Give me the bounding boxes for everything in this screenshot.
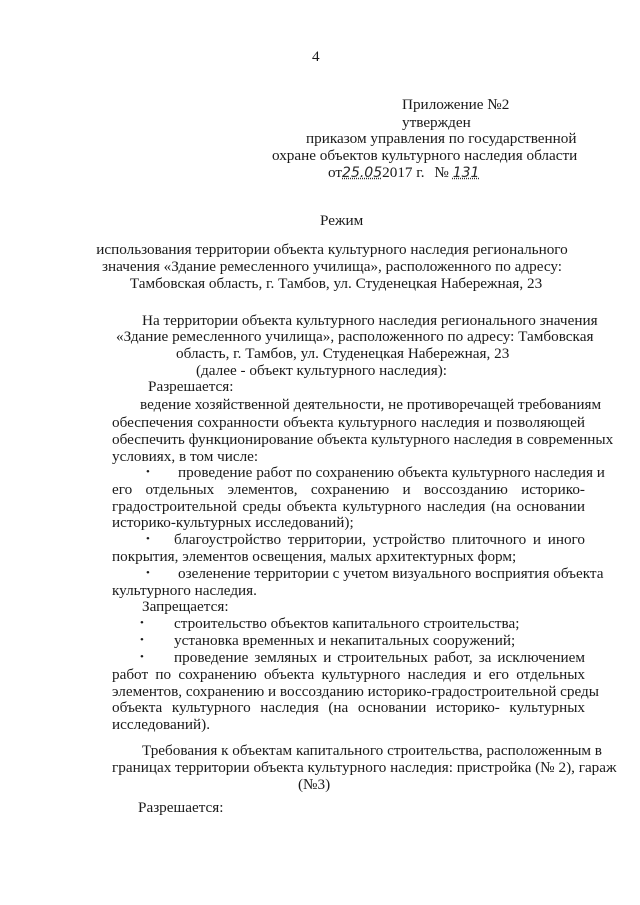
allowed-label-2: Разрешается:	[138, 799, 224, 816]
requirements-line-2: границах территории объекта культурного наследия: пристройка (№ 2), гараж	[112, 759, 617, 776]
allowed-text-3: обеспечить функционирование объекта культурного наследия в современных	[112, 431, 614, 448]
allowed-text-1: ведение хозяйственной деятельности, не противоречащей требованиям	[140, 396, 602, 413]
forbidden-item-3-line-4: объекта культурного наследия (на основании историко- культурных	[112, 699, 585, 716]
appendix-label: Приложение №2	[402, 96, 510, 113]
order-date-line	[328, 164, 479, 182]
allowed-item-2-line-1: благоустройство территории, устройство плиточного и иного	[174, 531, 585, 548]
allowed-label: Разрешается:	[148, 378, 234, 395]
intro-line-2: значения «Здание ремесленного училища», расположенного по адресу:	[101, 258, 563, 275]
allowed-item-1-line-2: его отдельных элементов, сохранению и воссозданию историко-	[112, 481, 585, 498]
bullet-icon: •	[146, 567, 150, 579]
allowed-item-2-line-2: покрытия, элементов освещения, малых архитектурных форм;	[112, 548, 517, 565]
forbidden-item-3-line-1: проведение земляных и строительных работ, за исключением	[174, 649, 585, 666]
bullet-icon: •	[140, 651, 144, 663]
allowed-item-1-line-1: проведение работ по сохранению объекта культурного наследия и	[178, 464, 605, 481]
bullet-icon: •	[140, 634, 144, 646]
bullet-icon: •	[140, 617, 144, 629]
handwritten-order-number: 131	[452, 165, 480, 181]
allowed-item-3-line-1: озеленение территории с учетом визуального восприятия объекта	[178, 565, 604, 582]
forbidden-label: Запрещается:	[142, 598, 229, 615]
requirements-line-1: Требования к объектам капитального строительства, расположенным в	[142, 742, 602, 759]
forbidden-item-3-line-2: работ по сохранению объекта культурного наследия и его отдельных	[112, 666, 585, 683]
date-year: 2017 г.	[382, 164, 425, 181]
requirements-line-3: (№3)	[298, 776, 331, 793]
page-title: Режим	[320, 212, 364, 229]
territory-line-4: (далее - объект культурного наследия):	[196, 362, 447, 379]
intro-line-3: Тамбовская область, г. Тамбов, ул. Студенецкая Набережная, 23	[129, 275, 543, 292]
order-line-1: приказом управления по государственной	[306, 130, 577, 147]
bullet-icon: •	[146, 533, 150, 545]
allowed-text-2: обеспечения сохранности объекта культурного наследия и позволяющей	[112, 414, 585, 431]
forbidden-item-1: строительство объектов капитального строительства;	[174, 615, 520, 632]
bullet-icon: •	[146, 466, 150, 478]
allowed-item-1-line-4: историко-культурных исследований);	[112, 514, 354, 531]
territory-line-3: область, г. Тамбов, ул. Студенецкая Набережная, 23	[176, 345, 510, 362]
allowed-text-4: условиях, в том числе:	[112, 448, 259, 465]
allowed-item-3-line-2: культурного наследия.	[112, 582, 257, 599]
order-number-prefix: №	[434, 164, 449, 181]
allowed-item-1-line-3: градостроительной среды объекта культурного наследия (на основании	[112, 498, 585, 515]
handwritten-date: 25.05	[342, 165, 383, 181]
order-line-2: охране объектов культурного наследия области	[272, 147, 578, 164]
forbidden-item-3-line-3: элементов, сохранению и воссозданию историко-градостроительной среды	[112, 683, 599, 700]
forbidden-item-3-line-5: исследований).	[112, 716, 210, 733]
territory-line-1: На территории объекта культурного наследия регионального значения	[142, 312, 598, 329]
intro-line-1: использования территории объекта культурного наследия регионального	[96, 241, 568, 258]
territory-line-2: «Здание ремесленного училища», расположенного по адресу: Тамбовская	[116, 328, 594, 345]
approved-label: утвержден	[402, 114, 471, 131]
forbidden-item-2: установка временных и некапитальных сооружений;	[174, 632, 516, 649]
date-prefix: от	[328, 164, 343, 181]
page-number: 4	[312, 48, 320, 65]
